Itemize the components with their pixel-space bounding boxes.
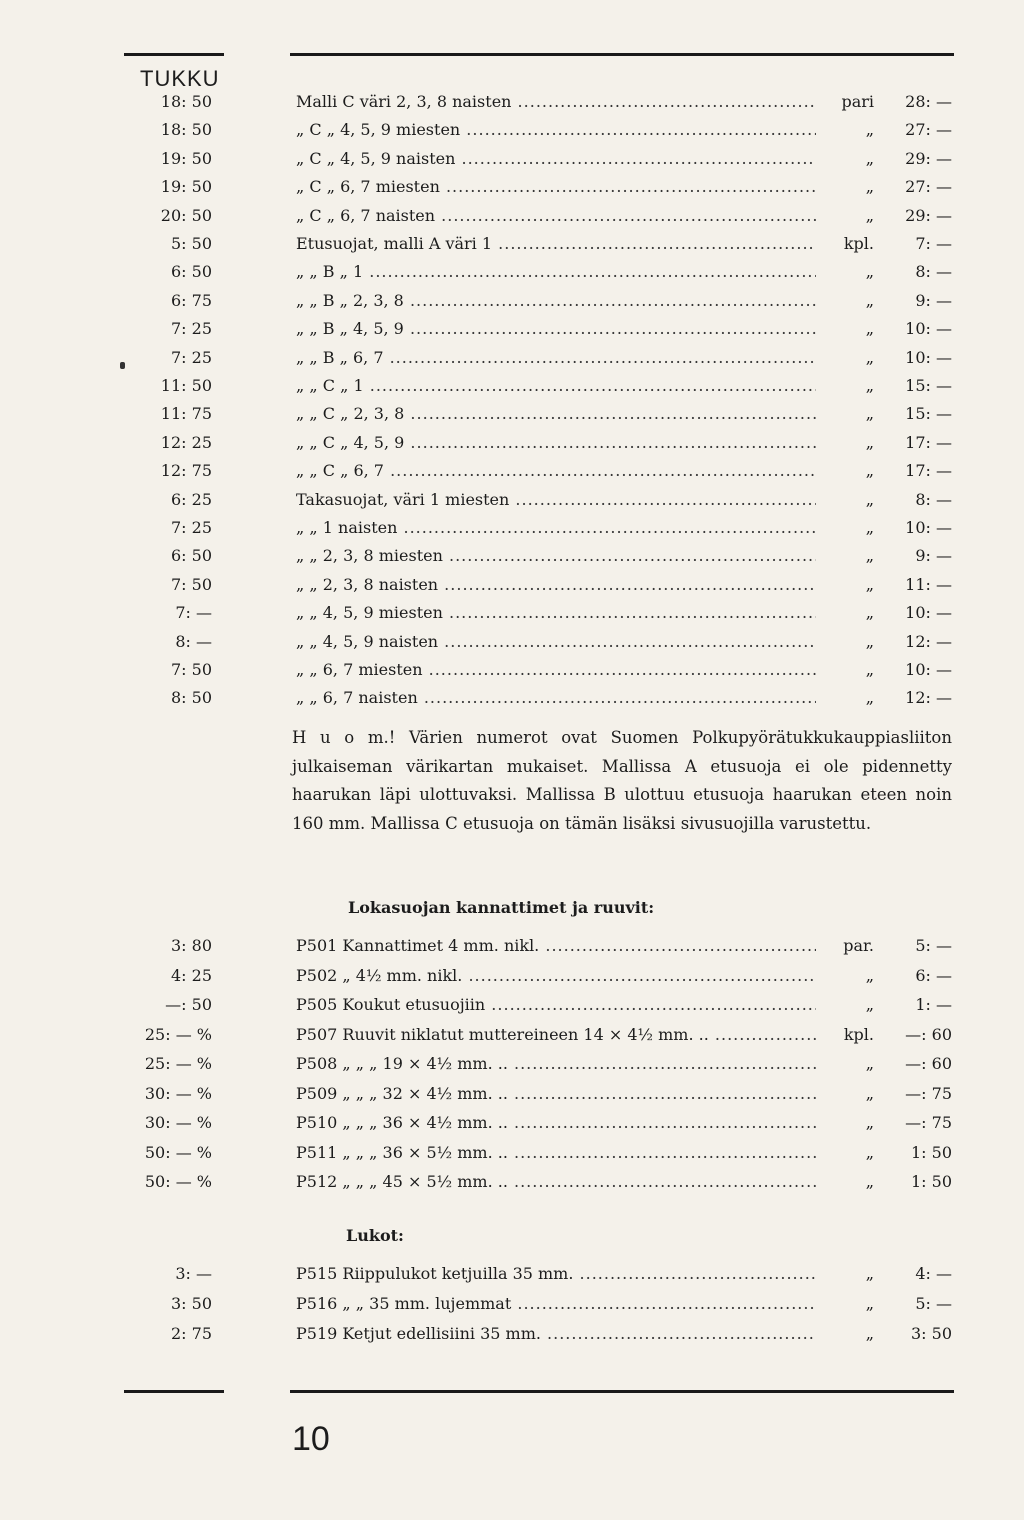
wholesale-price: 6: 75 (170, 290, 212, 310)
item-description: „ C „ 4, 5, 9 miesten ..... (296, 120, 816, 139)
retail-price: 27: — (905, 177, 952, 197)
unit: „ (865, 290, 874, 310)
retail-price: 17: — (905, 461, 952, 481)
wholesale-price: 18: 50 (160, 120, 212, 140)
wholesale-price: 20: 50 (160, 205, 212, 225)
price-row (0, 234, 1024, 262)
section-heading-brackets: Lokasuojan kannattimet ja ruuvit: (348, 898, 655, 917)
unit: „ (865, 518, 874, 537)
item-description: „ „ B „ 6, 7 ..... (296, 348, 816, 367)
item-description: „ „ C „ 1 ..... (296, 376, 816, 395)
wholesale-price: 12: 25 (160, 432, 212, 452)
retail-price: 1: 50 (910, 1142, 952, 1162)
unit: „ (865, 148, 874, 168)
wholesale-price: 25: — % (144, 1024, 212, 1044)
wholesale-price: 7: 50 (170, 574, 212, 594)
page-number: 10 (292, 1420, 330, 1458)
item-description: P515 Riippulukot ketjuilla 35 mm. ..... (296, 1264, 816, 1283)
wholesale-price: 12: 75 (160, 461, 212, 481)
item-description: Etusuojat, malli A väri 1 ..... (296, 234, 816, 253)
item-description: „ C „ 4, 5, 9 naisten ..... (296, 149, 816, 168)
price-row (0, 291, 1024, 319)
unit: „ (865, 1294, 874, 1313)
item-description: P511 „ „ „ 36 × 5½ mm. .. ..... (296, 1143, 816, 1162)
price-row (0, 206, 1024, 234)
price-row (0, 461, 1024, 489)
retail-price: 6: — (915, 965, 952, 985)
wholesale-price: 8: 50 (170, 688, 212, 708)
top-rule-left (124, 53, 224, 56)
unit: „ (865, 1172, 874, 1191)
wholesale-price: 50: — % (144, 1172, 212, 1191)
wholesale-price: 7: 50 (170, 660, 212, 679)
price-row (0, 490, 1024, 518)
item-description: „ „ B „ 4, 5, 9 ..... (296, 319, 816, 338)
wholesale-price: 25: — % (144, 1054, 212, 1073)
retail-price: 17: — (905, 432, 952, 452)
retail-price: 10: — (905, 347, 952, 367)
item-description: P502 „ 4½ mm. nikl. ..... (296, 966, 816, 985)
retail-price: —: 75 (905, 1083, 952, 1103)
wholesale-price: 7: 25 (170, 347, 212, 367)
unit: „ (865, 347, 874, 367)
bottom-rule-left (124, 1390, 224, 1393)
wholesale-price: 2: 75 (170, 1324, 212, 1343)
item-description: P519 Ketjut edellisiini 35 mm. ..... (296, 1324, 816, 1343)
price-row (0, 1084, 1024, 1112)
price-row (0, 262, 1024, 290)
item-description: „ „ 2, 3, 8 naisten ..... (296, 575, 816, 594)
price-row (0, 319, 1024, 347)
item-description: P507 Ruuvit niklatut muttereineen 14 × 4½ mm. .. ..... (296, 1025, 816, 1044)
item-description: P508 „ „ „ 19 × 4½ mm. .. ..... (296, 1054, 816, 1073)
retail-price: 12: — (905, 688, 952, 708)
item-description: „ „ B „ 2, 3, 8 ..... (296, 291, 816, 310)
wholesale-price: 50: — % (144, 1142, 212, 1162)
retail-price: 15: — (905, 404, 952, 424)
wholesale-price: 5: 50 (170, 234, 212, 253)
unit: „ (865, 489, 874, 509)
unit: „ (865, 603, 874, 623)
price-row (0, 518, 1024, 546)
retail-price: —: 60 (905, 1054, 952, 1073)
retail-price: 9: — (915, 290, 952, 310)
wholesale-price: 7: 25 (170, 518, 212, 537)
unit: „ (865, 376, 874, 395)
retail-price: 8: — (915, 262, 952, 282)
price-row (0, 404, 1024, 432)
price-row (0, 1143, 1024, 1171)
price-row (0, 546, 1024, 574)
unit: „ (865, 404, 874, 424)
retail-price: 10: — (905, 660, 952, 679)
price-row (0, 603, 1024, 631)
wholesale-price: 3: 50 (170, 1294, 212, 1313)
top-rule-right (290, 53, 954, 56)
item-description: „ C „ 6, 7 miesten ..... (296, 177, 816, 196)
item-description: Malli C väri 2, 3, 8 naisten ..... (296, 92, 816, 111)
price-row (0, 1054, 1024, 1082)
retail-price: 1: — (915, 995, 952, 1014)
item-description: „ „ 1 naisten ..... (296, 518, 816, 537)
unit: „ (865, 461, 874, 481)
price-row (0, 632, 1024, 660)
unit: „ (865, 1142, 874, 1162)
price-row (0, 1264, 1024, 1292)
unit: pari (841, 92, 874, 111)
wholesale-price: 18: 50 (160, 92, 212, 111)
price-row (0, 120, 1024, 148)
retail-price: 11: — (905, 574, 952, 594)
item-description: P510 „ „ „ 36 × 4½ mm. .. ..... (296, 1113, 816, 1132)
price-row (0, 1294, 1024, 1322)
unit: „ (865, 965, 874, 985)
unit: „ (865, 1083, 874, 1103)
retail-price: 27: — (905, 120, 952, 140)
retail-price: —: 60 (905, 1024, 952, 1044)
price-row (0, 177, 1024, 205)
item-description: „ „ C „ 6, 7 ..... (296, 461, 816, 480)
retail-price: 3: 50 (910, 1324, 952, 1343)
retail-price: 4: — (915, 1264, 952, 1283)
wholesale-price: 30: — % (144, 1083, 212, 1103)
wholesale-price: 19: 50 (160, 177, 212, 197)
price-row (0, 376, 1024, 404)
wholesale-price: 8: — (175, 631, 212, 651)
price-row (0, 348, 1024, 376)
retail-price: 29: — (905, 205, 952, 225)
unit: „ (865, 660, 874, 679)
item-description: „ „ 2, 3, 8 miesten ..... (296, 546, 816, 565)
retail-price: 12: — (905, 631, 952, 651)
bottom-rule-right (290, 1390, 954, 1393)
price-row (0, 688, 1024, 716)
unit: „ (865, 319, 874, 339)
retail-price: 10: — (905, 319, 952, 339)
retail-price: 1: 50 (910, 1172, 952, 1191)
unit: kpl. (843, 1024, 874, 1044)
item-description: „ „ 4, 5, 9 miesten ..... (296, 603, 816, 622)
wholesale-price: 7: 25 (170, 319, 212, 339)
unit: „ (865, 546, 874, 566)
unit: „ (865, 120, 874, 140)
wholesale-price: 6: 50 (170, 546, 212, 566)
wholesale-price: 7: — (175, 603, 212, 623)
retail-price: 5: — (915, 1294, 952, 1313)
item-description: Takasuojat, väri 1 miesten ..... (296, 490, 816, 509)
price-row (0, 1025, 1024, 1053)
note-paragraph: H u o m.! Värien numerot ovat Suomen Polkupyörätukkukauppiasliiton julkaiseman värikartan mukaiset. Mallissa A etusuoja ei ole pidennetty haarukan läpi ulottuvaksi. Mallissa B ulottuu etusuoja haarukan eteen noin 160 mm. Mallissa C etusuoja on tämän lisäksi sivusuojilla varustettu. (292, 728, 952, 833)
item-description: P516 „ „ 35 mm. lujemmat ..... (296, 1294, 816, 1313)
item-description: „ „ 6, 7 naisten ..... (296, 688, 816, 707)
price-row (0, 660, 1024, 688)
wholesale-price: 6: 25 (170, 489, 212, 509)
wholesale-price: 19: 50 (160, 148, 212, 168)
retail-price: 29: — (905, 148, 952, 168)
unit: „ (865, 1113, 874, 1132)
unit: „ (865, 205, 874, 225)
retail-price: —: 75 (905, 1113, 952, 1132)
retail-price: 9: — (915, 546, 952, 566)
retail-price: 8: — (915, 489, 952, 509)
price-row (0, 149, 1024, 177)
price-row (0, 1324, 1024, 1352)
column-header-tukku: TUKKU (140, 66, 220, 91)
item-description: „ „ C „ 4, 5, 9 ..... (296, 433, 816, 452)
wholesale-price: 11: 50 (160, 376, 212, 395)
retail-price: 28: — (905, 92, 952, 111)
item-description: „ „ B „ 1 ..... (296, 262, 816, 281)
wholesale-price: 3: — (175, 1264, 212, 1283)
wholesale-price: 6: 50 (170, 262, 212, 282)
unit: „ (865, 1264, 874, 1283)
retail-price: 10: — (905, 518, 952, 537)
price-row (0, 575, 1024, 603)
unit: „ (865, 574, 874, 594)
price-row (0, 1113, 1024, 1141)
item-description: P501 Kannattimet 4 mm. nikl. ..... (296, 936, 816, 955)
price-row (0, 1172, 1024, 1200)
price-row (0, 966, 1024, 994)
unit: „ (865, 1054, 874, 1073)
unit: „ (865, 631, 874, 651)
unit: kpl. (843, 234, 874, 253)
wholesale-price: 3: 80 (170, 936, 212, 955)
price-row (0, 433, 1024, 461)
unit: „ (865, 262, 874, 282)
item-description: „ C „ 6, 7 naisten ..... (296, 206, 816, 225)
wholesale-price: 30: — % (144, 1113, 212, 1132)
item-description: „ „ C „ 2, 3, 8 ..... (296, 404, 816, 423)
item-description: „ „ 4, 5, 9 naisten ..... (296, 632, 816, 651)
unit: „ (865, 688, 874, 708)
unit: par. (843, 936, 874, 955)
wholesale-price: 4: 25 (170, 965, 212, 985)
price-row (0, 936, 1024, 964)
item-description: „ „ 6, 7 miesten ..... (296, 660, 816, 679)
wholesale-price: 11: 75 (160, 404, 212, 424)
item-description: P505 Koukut etusuojiin ..... (296, 995, 816, 1014)
item-description: P512 „ „ „ 45 × 5½ mm. .. ..... (296, 1172, 816, 1191)
unit: „ (865, 432, 874, 452)
unit: „ (865, 177, 874, 197)
unit: „ (865, 995, 874, 1014)
section-heading-locks: Lukot: (346, 1226, 404, 1245)
price-row (0, 92, 1024, 120)
price-row (0, 995, 1024, 1023)
retail-price: 5: — (915, 936, 952, 955)
item-description: P509 „ „ „ 32 × 4½ mm. .. ..... (296, 1084, 816, 1103)
wholesale-price: —: 50 (165, 995, 212, 1014)
retail-price: 15: — (905, 376, 952, 395)
unit: „ (865, 1324, 874, 1343)
retail-price: 10: — (905, 603, 952, 623)
retail-price: 7: — (915, 234, 952, 253)
